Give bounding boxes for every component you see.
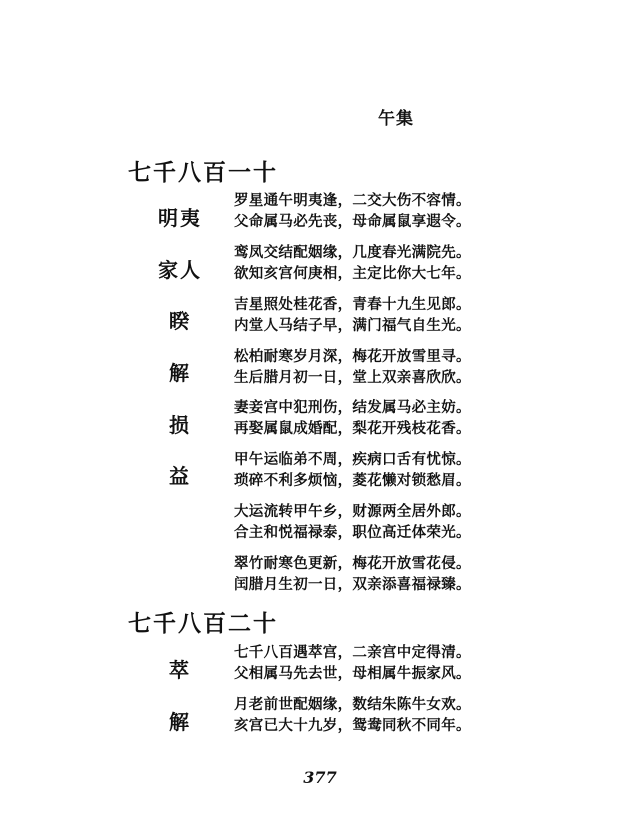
verse-line: 父相属马先去世，母相属牛振家风。 [234,665,471,682]
verse-line: 鸾凤交结配姻缘，几度春光满院先。 [234,244,471,261]
verse-line: 大运流转甲午乡，财源两全居外郎。 [234,503,471,520]
verse-line: 甲午运临弟不周，疾病口舌有忧惊。 [234,451,471,468]
verse [234,190,471,232]
verse-line: 罗星通午明夷逢，二交大伤不容情。 [234,192,471,209]
verse [234,242,471,284]
verse-line: 松柏耐寒岁月深，梅花开放雪里寻。 [234,348,471,365]
verse [234,642,471,684]
verse-line: 闰腊月生初一日，双亲添喜福禄臻。 [234,576,471,593]
hexagram-label: 明夷 [158,206,202,230]
running-head: 午集 [378,109,414,129]
verse [234,501,471,543]
section-title: 七千八百二十 [128,610,278,637]
hexagram-label: 家人 [158,258,202,282]
verse-line: 再娶属鼠成婚配，梨花开残枝花香。 [234,420,471,437]
verse-line: 合主和悦福禄泰，职位高迁体荣光。 [234,524,471,541]
verse [234,449,471,491]
verse-line: 翠竹耐寒色更新，梅花开放雪花侵。 [234,555,471,572]
hexagram-label: 解 [169,710,191,734]
verse-line: 琐碎不利多烦恼，菱花懒对锁愁眉。 [234,472,471,489]
verse-line: 生后腊月初一日，堂上双亲喜欣欣。 [234,369,471,386]
hexagram-label: 损 [169,413,191,437]
hexagram-label: 睽 [169,309,191,333]
verse-line: 月老前世配姻缘，数结朱陈牛女欢。 [234,696,471,713]
hexagram-label: 萃 [169,658,191,682]
verse-line: 欲知亥宫何庚相，主定比你大七年。 [234,265,471,282]
verse-line: 亥宫已大十九岁，鸳鸯同秋不同年。 [234,717,471,734]
page-number: 377 [303,768,337,787]
verse-line: 父命属马必先丧，母命属鼠享遐令。 [234,213,471,230]
verse [234,346,471,388]
verse [234,397,471,439]
hexagram-label: 解 [169,361,191,385]
verse [234,694,471,736]
verse-line: 妻妾宫中犯刑伤，结发属马必主妨。 [234,399,471,416]
verse [234,294,471,336]
verse [234,553,471,595]
hexagram-label: 益 [169,464,191,488]
section-title: 七千八百一十 [128,159,278,186]
verse-line: 七千八百遇萃宫，二亲宫中定得清。 [234,644,471,661]
verse-line: 内堂人马结子早，满门福气自生光。 [234,317,471,334]
verse-line: 吉星照处桂花香，青春十九生见郎。 [234,296,471,313]
